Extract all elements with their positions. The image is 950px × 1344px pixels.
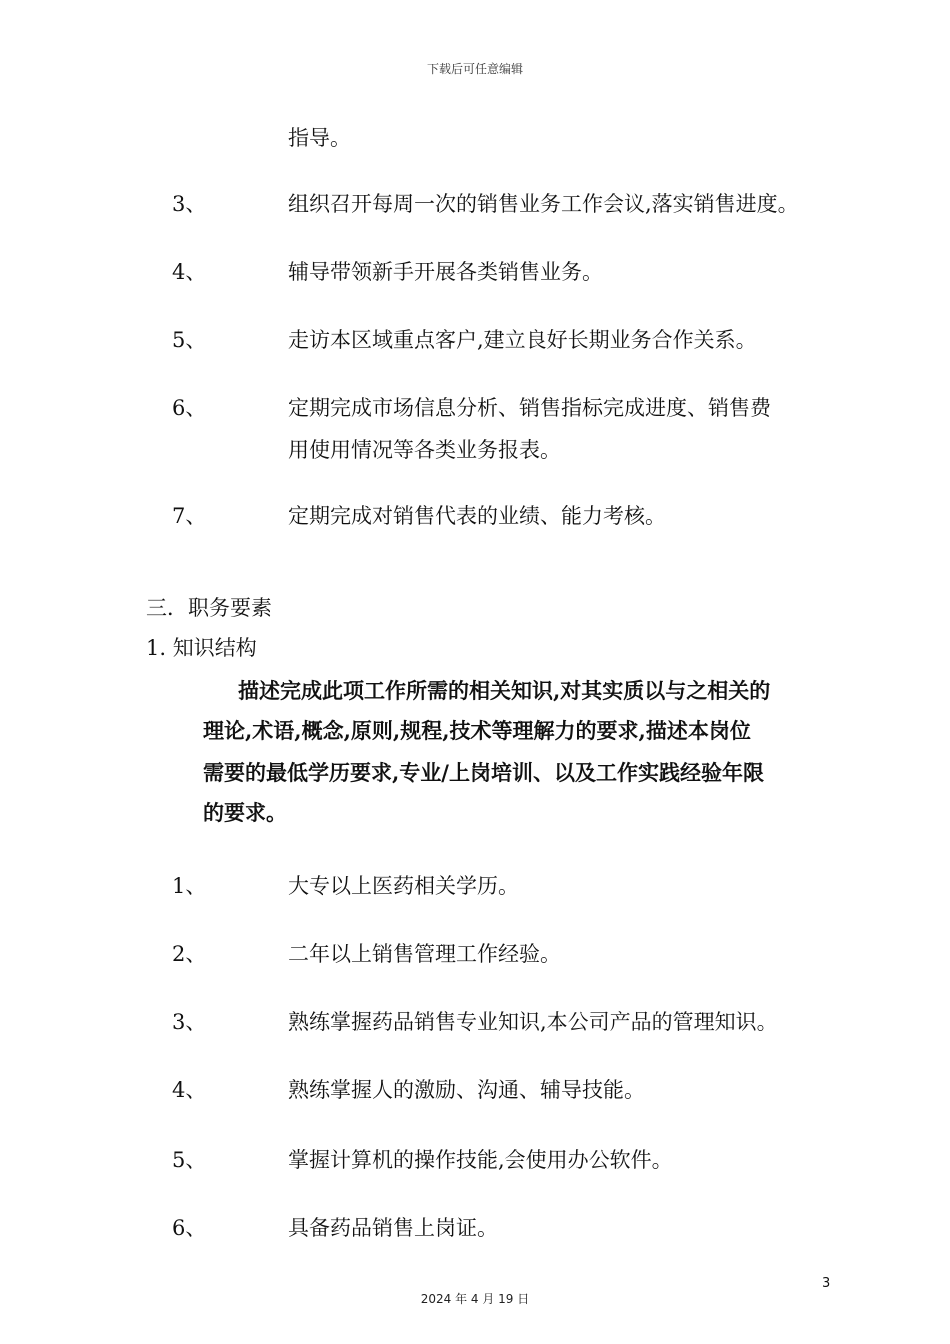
requirement-text: 二年以上销售管理工作经验。	[288, 942, 561, 966]
duty-text: 走访本区域重点客户,建立良好长期业务合作关系。	[288, 328, 757, 352]
requirement-text: 大专以上医药相关学历。	[288, 874, 519, 898]
duty-number: 5、	[172, 328, 207, 352]
duty-text-continued: 用使用情况等各类业务报表。	[288, 438, 561, 462]
duty-text: 组织召开每周一次的销售业务工作会议,落实销售进度。	[288, 192, 799, 216]
requirement-text: 具备药品销售上岗证。	[288, 1216, 498, 1240]
requirement-text: 掌握计算机的操作技能,会使用办公软件。	[288, 1148, 673, 1172]
duty-text: 定期完成市场信息分析、销售指标完成进度、销售费	[288, 396, 771, 420]
footer-date: 2024 年 4 月 19 日	[420, 1292, 530, 1306]
duty-number: 6、	[172, 396, 207, 420]
section-subtitle: 1. 知识结构	[146, 636, 257, 660]
page-number: 3	[822, 1276, 831, 1291]
requirement-number: 2、	[172, 942, 207, 966]
requirement-text: 熟练掌握人的激励、沟通、辅导技能。	[288, 1078, 645, 1102]
requirement-number: 4、	[172, 1078, 207, 1102]
requirement-text: 熟练掌握药品销售专业知识,本公司产品的管理知识。	[288, 1010, 778, 1034]
duty-number: 7、	[172, 504, 207, 528]
description-line: 描述完成此项工作所需的相关知识,对其实质以与之相关的	[238, 678, 771, 703]
duty-text: 定期完成对销售代表的业绩、能力考核。	[288, 504, 666, 528]
requirement-number: 6、	[172, 1216, 207, 1240]
description-line: 需要的最低学历要求,专业/上岗培训、以及工作实践经验年限	[203, 760, 764, 785]
description-line: 理论,术语,概念,原则,规程,技术等理解力的要求,描述本岗位	[203, 718, 751, 743]
requirement-number: 3、	[172, 1010, 207, 1034]
header-note: 下载后可任意编辑	[426, 62, 523, 76]
description-line: 的要求。	[203, 800, 287, 825]
section-title: 三．职务要素	[146, 596, 272, 620]
duty-number: 3、	[172, 192, 207, 216]
requirement-number: 5、	[172, 1148, 207, 1172]
duty-text: 辅导带领新手开展各类销售业务。	[288, 260, 603, 284]
requirement-number: 1、	[172, 874, 207, 898]
duty-number: 4、	[172, 260, 207, 284]
duty-continuation: 指导。	[288, 126, 351, 150]
